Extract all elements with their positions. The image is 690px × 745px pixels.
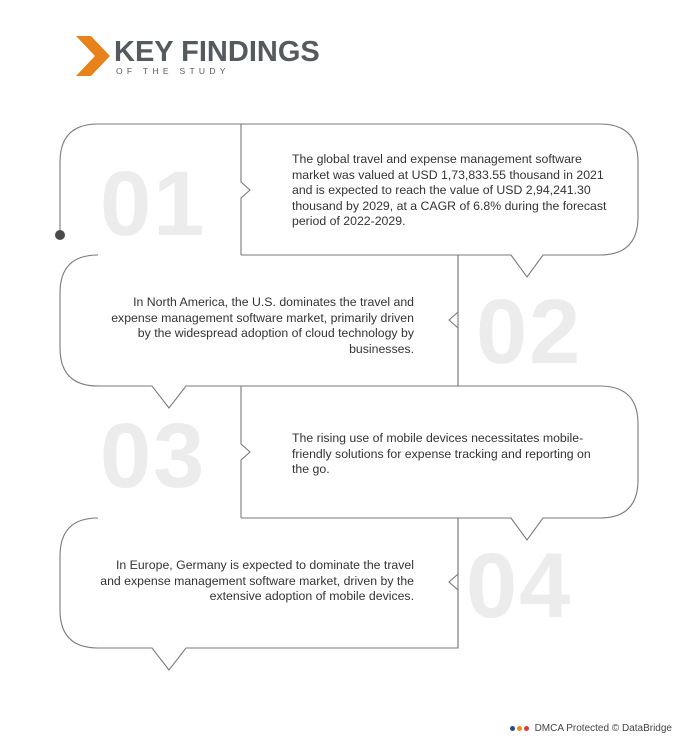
divider-03 (241, 386, 250, 518)
divider-02 (449, 255, 458, 386)
finding-01-number: 01 (100, 153, 207, 255)
finding-03-number: 03 (100, 405, 207, 507)
footer-label: DMCA Protected © DataBridge (534, 723, 672, 734)
divider-01 (241, 124, 250, 255)
finding-04-number: 04 (466, 535, 573, 637)
page-subtitle: OF THE STUDY (116, 66, 230, 76)
finding-03-text: The rising use of mobile devices necessitates mobile-friendly solutions for expense tracking and reporting on the go. (292, 431, 591, 477)
finding-02-number: 02 (476, 281, 583, 383)
dmca-dots-icon (510, 723, 531, 734)
finding-04-text: In Europe, Germany is expected to dominate the travel and expense management software market, driven by the extensive adoption of mobile devices. (100, 558, 414, 604)
finding-01-text: The global travel and expense management software market was valued at USD 1,73,833.55 thousand in 2021 and is expected to reach the value of USD 2,94,241.30 thousand by 2029, at a CAGR of 6.8% during the forecast period of 2022-2029. (292, 152, 607, 229)
divider-04 (449, 518, 458, 648)
finding-02-text: In North America, the U.S. dominates the travel and expense management software market, primarily driven by the widespread adoption of cloud technology by businesses. (111, 295, 414, 356)
footer (510, 723, 672, 734)
start-dot (55, 230, 65, 240)
page-title: KEY FINDINGS (114, 36, 320, 68)
